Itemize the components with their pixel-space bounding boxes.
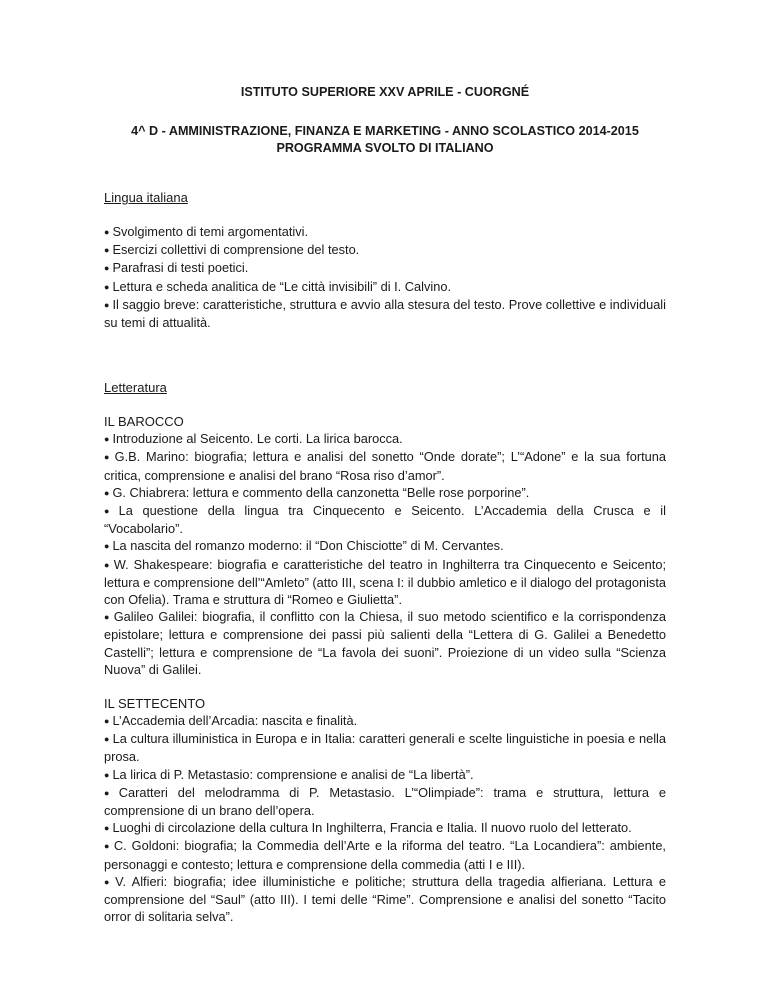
school-name: ISTITUTO SUPERIORE XXV APRILE - CUORGNÉ <box>240 85 530 99</box>
subheading-settecento: IL SETTECENTO <box>104 696 206 712</box>
list-item <box>104 502 666 537</box>
list-item-text: Lettura e scheda analitica de “Le città invisibili” di I. Calvino. <box>112 278 452 294</box>
list-item-text: G. Chiabrera: lettura e commento della canzonetta “Belle rose porporine”. <box>112 484 530 500</box>
bullet-icon: ● <box>104 559 111 570</box>
list-item <box>104 296 666 331</box>
lingua-list <box>104 223 666 331</box>
bullet-icon: ● <box>104 541 110 552</box>
list-item-text: V. Alfieri: biografia; idee illuministiche e politiche; struttura della tragedia alfieriana. Lettura e comprensione del “Saul” (atto III). I temi delle “Rime”. Comprensione e analisi del sonetto “Tacito orror di solitaria selva”. <box>104 873 667 925</box>
list-item-text: La cultura illuministica in Europa e in Italia: caratteri generali e scelte linguistiche in poesia e nella prosa. <box>104 731 667 765</box>
list-item-text: Introduzione al Seicento. Le corti. La lirica barocca. <box>112 431 403 447</box>
bullet-icon: ● <box>104 263 110 274</box>
list-item <box>104 484 666 502</box>
bullet-icon: ● <box>104 876 113 887</box>
list-item <box>104 241 666 259</box>
bullet-icon: ● <box>104 245 110 256</box>
list-item <box>104 608 666 678</box>
list-item <box>104 712 666 730</box>
bullet-icon: ● <box>104 841 111 852</box>
list-item <box>104 766 666 784</box>
list-item <box>104 448 666 483</box>
list-item <box>104 259 666 277</box>
list-item-text: Parafrasi di testi poetici. <box>112 260 249 276</box>
bullet-icon: ● <box>104 734 110 745</box>
class-line: 4^ D - AMMINISTRAZIONE, FINANZA E MARKETING - ANNO SCOLASTICO 2014-2015 <box>131 124 639 138</box>
document-page <box>104 80 666 926</box>
bullet-icon: ● <box>104 227 110 237</box>
list-item-text: La questione della lingua tra Cinquecento e Seicento. L’Accademia della Crusca e il “Vocabolario”. <box>104 503 666 537</box>
section-title-lingua: Lingua italiana <box>104 190 188 205</box>
bullet-icon: ● <box>104 452 112 463</box>
list-item <box>104 873 666 926</box>
bullet-icon: ● <box>104 299 110 310</box>
list-item-text: C. Goldoni: biografia; la Commedia dell’Arte e la riforma del teatro. “La Locandiera”: ambiente, personaggi e contesto; lettura e comprensione della commedia (atti I e III). <box>104 838 666 872</box>
list-item-text: Esercizi collettivi di comprensione del testo. <box>112 242 360 258</box>
bullet-icon: ● <box>104 716 110 727</box>
list-item <box>104 430 666 448</box>
list-item-text: Svolgimento di temi argomentativi. <box>112 224 309 239</box>
list-item <box>104 556 666 609</box>
list-item-text: G.B. Marino: biografia; lettura e analisi del sonetto “Onde dorate”; L’“Adone” e la sua fortuna critica, comprensione e analisi del brano “Rosa riso d’amor”. <box>104 449 666 483</box>
list-item-text: W. Shakespeare: biografia e caratteristiche del teatro in Inghilterra tra Cinquecento e Seicento; lettura e comprensione dell’“Amleto” (atto III, scena I: il dubbio amletico e il dialogo del protagonista con Ofelia). Trama e struttura di “Romeo e Giulietta”. <box>104 556 666 608</box>
list-item-text: Caratteri del melodramma di P. Metastasio. L’“Olimpiade”: trama e struttura, lettura e comprensione di un brano dell’opera. <box>104 784 666 819</box>
list-item <box>104 537 666 555</box>
list-item <box>104 819 666 837</box>
list-item-text: La lirica di P. Metastasio: comprensione e analisi de “La libertà”. <box>112 766 474 782</box>
bullet-icon: ● <box>104 506 116 517</box>
list-item-text: Luoghi di circolazione della cultura In Inghilterra, Francia e Italia. Il nuovo ruolo del letterato. <box>112 820 632 836</box>
list-item-text: La nascita del romanzo moderno: il “Don Chisciotte” di M. Cervantes. <box>112 538 504 554</box>
bullet-icon: ● <box>104 787 116 798</box>
settecento-list <box>104 712 666 925</box>
list-item <box>104 223 666 241</box>
program-line: PROGRAMMA SVOLTO DI ITALIANO <box>276 141 494 155</box>
list-item <box>104 278 666 296</box>
list-item <box>104 730 666 765</box>
section-title-letteratura: Letteratura <box>104 380 167 396</box>
bullet-icon: ● <box>104 281 110 292</box>
list-item <box>104 784 666 819</box>
list-item-text: Il saggio breve: caratteristiche, struttura e avvio alla stesura del testo. Prove collettive e individuali su temi di attualità. <box>104 296 666 331</box>
bullet-icon: ● <box>104 612 111 623</box>
list-item-text: Galileo Galilei: biografia, il conflitto con la Chiesa, il suo metodo scientifico e la corrispondenza epistolare; lettura e comprensione dei passi più salienti della “Lettera di G. Galilei a Benedetto Castelli”; lettura e comprensione de “La favola dei suoni”. Proiezione di un video sulla “Scienza Nuova” di Galilei. <box>104 609 667 677</box>
bullet-icon: ● <box>104 823 110 834</box>
list-item-text: L’Accademia dell’Arcadia: nascita e finalità. <box>112 713 358 729</box>
bullet-icon: ● <box>104 769 110 780</box>
bullet-icon: ● <box>104 434 110 445</box>
barocco-list <box>104 430 666 678</box>
subheading-barocco: IL BAROCCO <box>104 414 184 430</box>
list-item <box>104 837 666 872</box>
bullet-icon: ● <box>104 487 110 498</box>
